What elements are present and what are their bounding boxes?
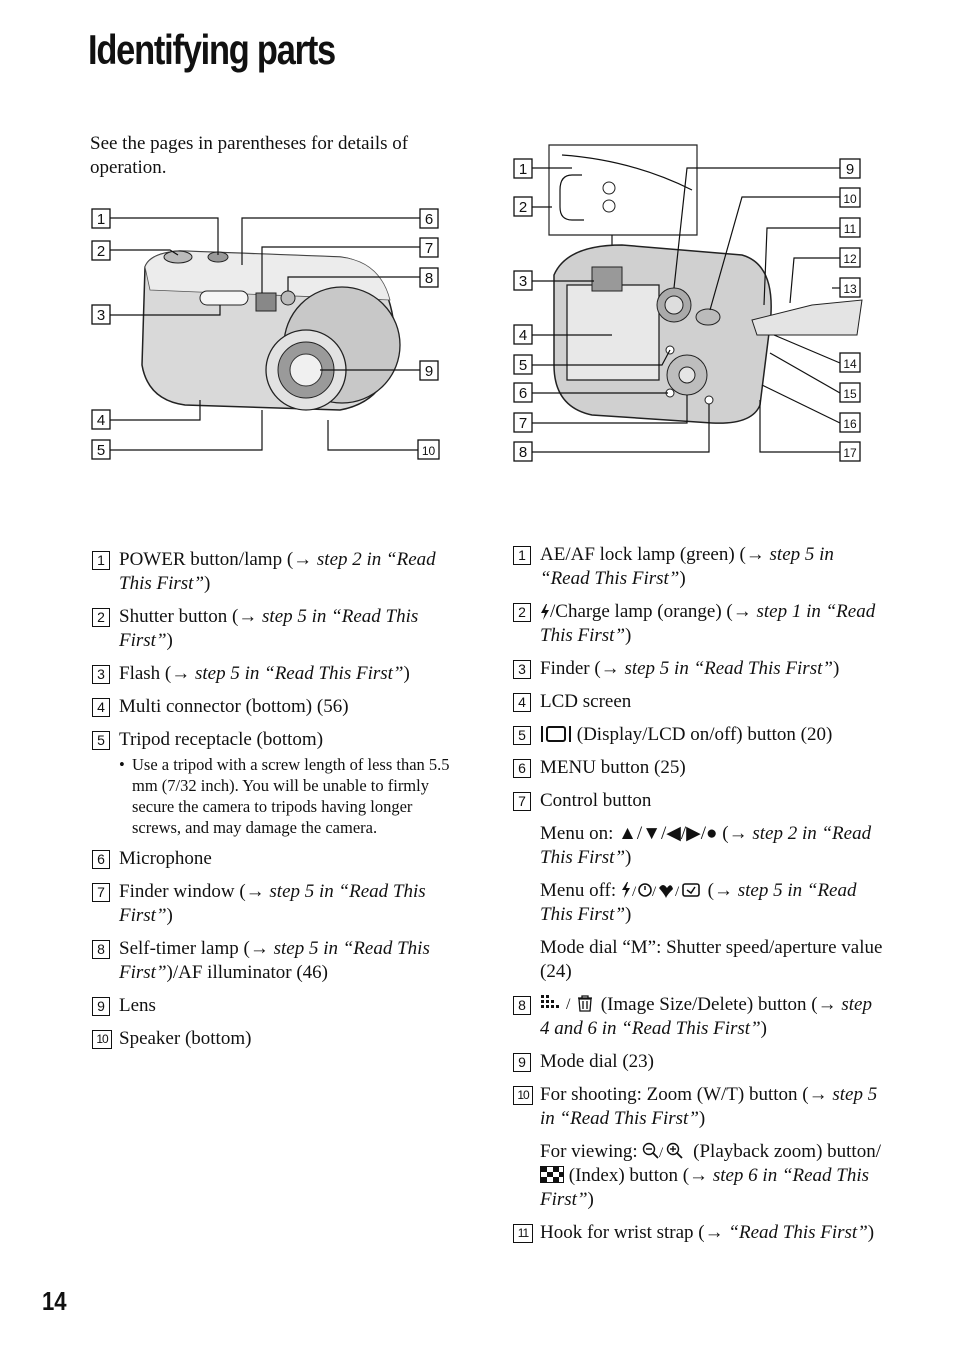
item-number: 6	[513, 759, 531, 778]
item-number: 7	[92, 883, 110, 902]
flash-selftimer-macro-review-icons	[621, 881, 703, 899]
list-item: 7 Control button	[513, 789, 883, 813]
front-callout	[92, 209, 110, 228]
back-parts-list	[513, 543, 883, 1254]
back-callout	[514, 413, 532, 432]
back-camera-diagram	[512, 145, 872, 470]
back-callout	[840, 248, 860, 267]
item-number: 7	[513, 792, 531, 811]
svg-text:11: 11	[843, 222, 857, 236]
svg-text:2: 2	[518, 199, 528, 216]
display-icon	[540, 725, 572, 743]
back-callout	[514, 159, 532, 178]
menu-off-text: Menu off: / / / (→ step 5 in “Read This First”)	[540, 880, 857, 925]
svg-text:3: 3	[96, 307, 106, 324]
list-item: 2 /Charge lamp (orange) (→ step 1 in “Read This First”)	[513, 600, 883, 648]
svg-text:8: 8	[518, 444, 528, 461]
list-item: 3 Finder (→ step 5 in “Read This First”)	[513, 657, 883, 681]
list-item: 1 POWER button/lamp (→ step 2 in “Read This First”)	[92, 548, 462, 596]
svg-text:/: /	[651, 884, 657, 900]
svg-text:8: 8	[424, 270, 434, 287]
list-item: 5 (Display/LCD on/off) button (20)	[513, 723, 883, 747]
list-item: 10 For shooting: Zoom (W/T) button (→ step 5 in “Read This First”)	[513, 1083, 883, 1131]
svg-text:10: 10	[843, 192, 857, 206]
back-callout	[514, 197, 532, 216]
back-callout	[840, 218, 860, 237]
item-number: 2	[513, 603, 531, 622]
front-callout	[92, 241, 110, 260]
svg-text:4: 4	[518, 327, 528, 344]
item-number: 10	[513, 1086, 533, 1105]
svg-text:/: /	[631, 884, 637, 900]
list-item: 3 Flash (→ step 5 in “Read This First”)	[92, 662, 462, 686]
page-title: Identifying parts	[88, 26, 335, 73]
svg-text:1: 1	[518, 161, 528, 178]
svg-text:5: 5	[518, 357, 528, 374]
svg-text:6: 6	[424, 211, 434, 228]
item-number: 1	[92, 551, 110, 570]
list-item: 5 Tripod receptacle (bottom)	[92, 728, 462, 752]
list-item: 6 Microphone	[92, 847, 462, 871]
item-number: 1	[513, 546, 531, 565]
list-item: 10 Speaker (bottom)	[92, 1027, 462, 1051]
svg-text:14: 14	[843, 357, 857, 371]
front-callout	[420, 238, 438, 257]
list-item: 4 LCD screen	[513, 690, 883, 714]
svg-text:7: 7	[518, 415, 528, 432]
front-callout	[418, 440, 439, 459]
list-item: 8 Self-timer lamp (→ step 5 in “Read This First”)/AF illuminator (46)	[92, 937, 462, 985]
list-item: 9 Lens	[92, 994, 462, 1018]
svg-text:1: 1	[96, 211, 106, 228]
front-parts-list	[92, 548, 462, 1060]
front-callout	[420, 209, 438, 228]
svg-text:17: 17	[843, 446, 857, 460]
back-callout	[840, 353, 860, 372]
list-item: 8 / (Image Size/Delete) button (→ step 4 and 6 in “Read This First”)	[513, 993, 883, 1041]
svg-text:6: 6	[518, 385, 528, 402]
front-callout	[92, 440, 110, 459]
tripod-note: • Use a tripod with a screw length of less than 5.5 mm (7/32 inch). You will be unable to firmly secure the camera to tripods having longer screws, and may damage the camera.	[119, 754, 462, 838]
item-number: 2	[92, 608, 110, 627]
menu-on-text: Menu on: ▲/▼/◀/▶/● (→ step 2 in “Read This First”)	[540, 823, 872, 868]
front-callout	[92, 410, 110, 429]
intro-text: See the pages in parentheses for details of operation.	[90, 133, 409, 178]
svg-text:10: 10	[421, 444, 436, 458]
item-number: 3	[513, 660, 531, 679]
mode-dial-m-text: Mode dial “M”: Shutter speed/aperture value (24)	[540, 937, 883, 982]
back-callout	[840, 383, 860, 402]
back-callout	[514, 271, 532, 290]
svg-text:16: 16	[843, 417, 857, 431]
item-number: 4	[513, 693, 531, 712]
list-item: 1 AE/AF lock lamp (green) (→ step 5 in “Read This First”)	[513, 543, 883, 591]
image-size-delete-icon	[540, 993, 596, 1013]
svg-text:13: 13	[843, 282, 857, 296]
item-number: 8	[92, 940, 110, 959]
list-item: 2 Shutter button (→ step 5 in “Read This First”)	[92, 605, 462, 653]
svg-text:4: 4	[96, 412, 106, 429]
front-callout	[92, 305, 110, 324]
list-item: 9 Mode dial (23)	[513, 1050, 883, 1074]
item-number: 10	[92, 1030, 112, 1049]
back-callout	[840, 188, 860, 207]
back-callout	[840, 159, 860, 178]
item-number: 8	[513, 996, 531, 1015]
flash-icon	[540, 604, 550, 620]
zoom-out-zoom-in-icon	[642, 1142, 688, 1160]
list-item: 7 Finder window (→ step 5 in “Read This First”)	[92, 880, 462, 928]
svg-text:9: 9	[845, 161, 855, 178]
svg-text:3: 3	[518, 273, 528, 290]
back-callout	[514, 325, 532, 344]
front-callout	[420, 268, 438, 287]
svg-text:/: /	[674, 884, 680, 900]
item-number: 3	[92, 665, 110, 684]
item-number: 4	[92, 698, 110, 717]
svg-text:9: 9	[424, 363, 434, 380]
item-number: 5	[513, 726, 531, 745]
svg-text:5: 5	[96, 442, 106, 459]
svg-text:/: /	[659, 1145, 664, 1161]
svg-text:/: /	[566, 996, 571, 1013]
back-callout	[514, 355, 532, 374]
front-callout	[420, 361, 438, 380]
viewing-text: For viewing: / (Playback zoom) button/ (Index) button (→ step 6 in “Read This First”)	[540, 1141, 881, 1210]
item-number: 9	[92, 997, 110, 1016]
item-number: 5	[92, 731, 110, 750]
svg-text:15: 15	[843, 387, 857, 401]
front-camera-diagram	[90, 205, 450, 470]
back-callout	[840, 442, 860, 461]
item-number: 9	[513, 1053, 531, 1072]
back-callout	[840, 413, 860, 432]
svg-text:2: 2	[96, 243, 106, 260]
back-callout	[840, 278, 860, 297]
svg-text:7: 7	[424, 240, 434, 257]
list-item: 11 Hook for wrist strap (→ “Read This First”)	[513, 1221, 883, 1245]
back-callout	[514, 383, 532, 402]
list-item: 6 MENU button (25)	[513, 756, 883, 780]
svg-text:12: 12	[843, 252, 857, 266]
index-icon	[540, 1166, 564, 1184]
back-callout	[514, 442, 532, 461]
item-number: 11	[513, 1224, 533, 1243]
page-number: 14	[42, 1286, 67, 1316]
list-item: 4 Multi connector (bottom) (56)	[92, 695, 462, 719]
item-number: 6	[92, 850, 110, 869]
